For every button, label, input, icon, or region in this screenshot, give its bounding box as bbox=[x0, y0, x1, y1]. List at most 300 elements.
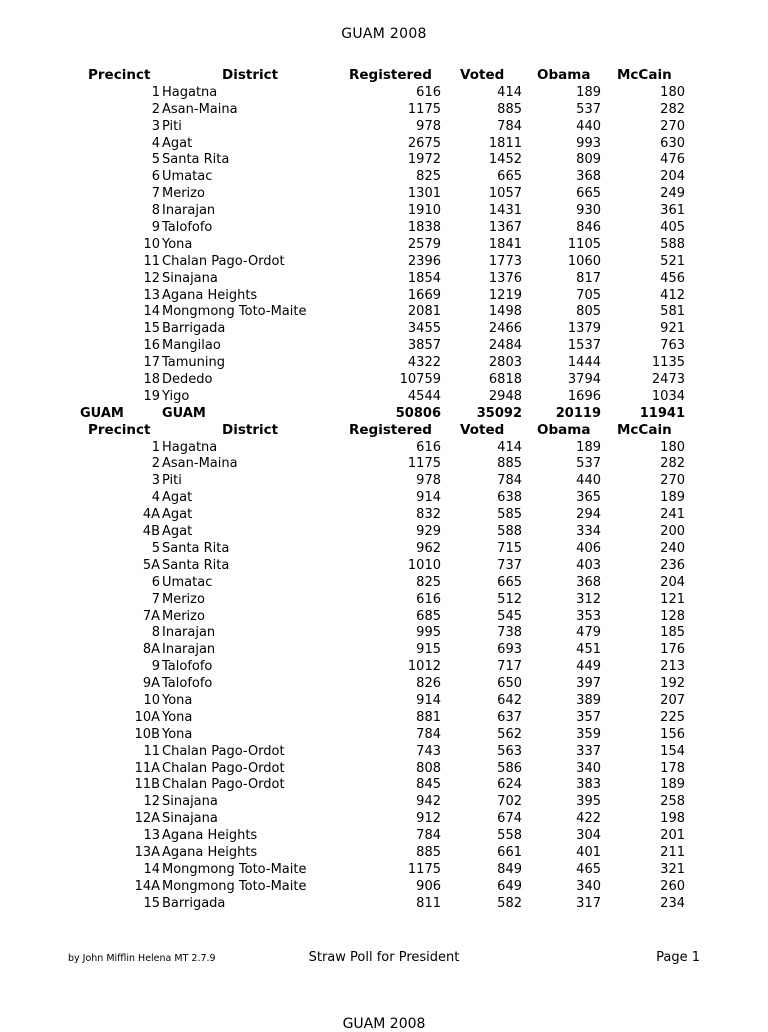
obama-cell: 537 bbox=[576, 101, 601, 117]
voted-cell: 1773 bbox=[488, 253, 522, 269]
results-table bbox=[0, 67, 768, 912]
obama-cell: 1105 bbox=[567, 236, 601, 252]
footer-page-number: Page 1 bbox=[656, 950, 700, 965]
precinct-cell: 11 bbox=[143, 253, 160, 269]
obama-cell: 334 bbox=[576, 524, 601, 540]
district-cell: Yigo bbox=[162, 388, 190, 404]
header-registered: Registered bbox=[349, 421, 432, 438]
district-cell: Umatac bbox=[162, 169, 213, 185]
registered-cell: 1012 bbox=[407, 659, 441, 675]
registered-cell: 616 bbox=[416, 84, 441, 100]
voted-cell: 1498 bbox=[488, 304, 522, 320]
district-cell: Yona bbox=[162, 726, 193, 742]
registered-cell: 2396 bbox=[407, 253, 441, 269]
obama-cell: 359 bbox=[576, 726, 601, 742]
voted-cell: 638 bbox=[497, 490, 522, 506]
total-obama: 20119 bbox=[555, 405, 601, 421]
table-row bbox=[0, 101, 768, 118]
mccain-cell: 207 bbox=[660, 692, 685, 708]
total-label-district: GUAM bbox=[162, 405, 206, 421]
mccain-cell: 321 bbox=[660, 861, 685, 877]
registered-cell: 885 bbox=[416, 844, 441, 860]
voted-cell: 586 bbox=[497, 760, 522, 776]
obama-cell: 401 bbox=[576, 844, 601, 860]
mccain-cell: 241 bbox=[660, 507, 685, 523]
voted-cell: 414 bbox=[497, 84, 522, 100]
precinct-cell: 9 bbox=[151, 659, 160, 675]
table-row bbox=[0, 337, 768, 354]
district-cell: Dededo bbox=[162, 372, 213, 388]
district-cell: Piti bbox=[162, 118, 182, 134]
district-cell: Mongmong Toto-Maite bbox=[162, 878, 307, 894]
table-row bbox=[0, 878, 768, 895]
precinct-cell: 4 bbox=[151, 490, 160, 506]
registered-cell: 1854 bbox=[407, 270, 441, 286]
precinct-cell: 1 bbox=[151, 439, 160, 455]
obama-cell: 440 bbox=[576, 473, 601, 489]
precinct-cell: 7 bbox=[151, 591, 160, 607]
table-row bbox=[0, 202, 768, 219]
obama-cell: 337 bbox=[576, 743, 601, 759]
total-registered: 50806 bbox=[395, 405, 441, 421]
registered-cell: 1175 bbox=[407, 101, 441, 117]
registered-cell: 616 bbox=[416, 591, 441, 607]
mccain-cell: 189 bbox=[660, 777, 685, 793]
registered-cell: 1910 bbox=[407, 203, 441, 219]
precinct-cell: 10 bbox=[143, 692, 160, 708]
mccain-cell: 282 bbox=[660, 456, 685, 472]
obama-cell: 479 bbox=[576, 625, 601, 641]
table-row bbox=[0, 371, 768, 388]
voted-cell: 2948 bbox=[488, 388, 522, 404]
table-row bbox=[0, 506, 768, 523]
precinct-cell: 3 bbox=[151, 473, 160, 489]
precinct-cell: 7 bbox=[151, 186, 160, 202]
obama-cell: 665 bbox=[576, 186, 601, 202]
registered-cell: 962 bbox=[416, 540, 441, 556]
mccain-cell: 211 bbox=[660, 844, 685, 860]
voted-cell: 2484 bbox=[488, 338, 522, 354]
precinct-cell: 15 bbox=[143, 321, 160, 337]
obama-cell: 340 bbox=[576, 878, 601, 894]
precinct-cell: 5A bbox=[142, 557, 160, 573]
registered-cell: 881 bbox=[416, 709, 441, 725]
table-row bbox=[0, 219, 768, 236]
mccain-cell: 192 bbox=[660, 676, 685, 692]
registered-cell: 906 bbox=[416, 878, 441, 894]
mccain-cell: 361 bbox=[660, 203, 685, 219]
voted-cell: 702 bbox=[497, 794, 522, 810]
table-row bbox=[0, 253, 768, 270]
precinct-cell: 11 bbox=[143, 743, 160, 759]
registered-cell: 2081 bbox=[407, 304, 441, 320]
registered-cell: 2675 bbox=[407, 135, 441, 151]
table-body-totals bbox=[0, 84, 768, 405]
table-row bbox=[0, 844, 768, 861]
district-cell: Talofofo bbox=[162, 220, 213, 236]
table-row bbox=[0, 118, 768, 135]
table-row bbox=[0, 388, 768, 405]
obama-cell: 1696 bbox=[567, 388, 601, 404]
table-row bbox=[0, 726, 768, 743]
obama-cell: 440 bbox=[576, 118, 601, 134]
table-row bbox=[0, 658, 768, 675]
voted-cell: 1841 bbox=[488, 236, 522, 252]
page-title: GUAM 2008 bbox=[341, 26, 427, 42]
precinct-cell: 8 bbox=[151, 203, 160, 219]
mccain-cell: 180 bbox=[660, 84, 685, 100]
registered-cell: 811 bbox=[416, 895, 441, 911]
voted-cell: 1057 bbox=[488, 186, 522, 202]
precinct-cell: 11B bbox=[134, 777, 160, 793]
table-row bbox=[0, 895, 768, 912]
district-cell: Agat bbox=[162, 490, 193, 506]
obama-cell: 1537 bbox=[567, 338, 601, 354]
obama-cell: 930 bbox=[576, 203, 601, 219]
mccain-cell: 282 bbox=[660, 101, 685, 117]
precinct-cell: 13 bbox=[143, 828, 160, 844]
precinct-cell: 5 bbox=[151, 540, 160, 556]
table-row bbox=[0, 776, 768, 793]
mccain-cell: 128 bbox=[660, 608, 685, 624]
mccain-cell: 121 bbox=[660, 591, 685, 607]
district-cell: Hagatna bbox=[162, 84, 218, 100]
obama-cell: 365 bbox=[576, 490, 601, 506]
voted-cell: 558 bbox=[497, 828, 522, 844]
mccain-cell: 405 bbox=[660, 220, 685, 236]
precinct-cell: 16 bbox=[143, 338, 160, 354]
mccain-cell: 258 bbox=[660, 794, 685, 810]
voted-cell: 545 bbox=[497, 608, 522, 624]
precinct-cell: 4B bbox=[142, 524, 160, 540]
mccain-cell: 763 bbox=[660, 338, 685, 354]
table-row bbox=[0, 574, 768, 591]
registered-cell: 1175 bbox=[407, 861, 441, 877]
table-row bbox=[0, 455, 768, 472]
mccain-cell: 236 bbox=[660, 557, 685, 573]
voted-cell: 1811 bbox=[488, 135, 522, 151]
district-cell: Santa Rita bbox=[162, 557, 230, 573]
obama-cell: 705 bbox=[576, 287, 601, 303]
mccain-cell: 201 bbox=[660, 828, 685, 844]
mccain-cell: 521 bbox=[660, 253, 685, 269]
precinct-cell: 11A bbox=[134, 760, 160, 776]
table-row bbox=[0, 608, 768, 625]
registered-cell: 995 bbox=[416, 625, 441, 641]
registered-cell: 929 bbox=[416, 524, 441, 540]
district-cell: Merizo bbox=[162, 591, 205, 607]
header-precinct: Precinct bbox=[88, 67, 151, 83]
voted-cell: 1452 bbox=[488, 152, 522, 168]
precinct-cell: 12A bbox=[134, 811, 160, 827]
table-row bbox=[0, 641, 768, 658]
obama-cell: 465 bbox=[576, 861, 601, 877]
voted-cell: 512 bbox=[497, 591, 522, 607]
precinct-cell: 4 bbox=[151, 135, 160, 151]
obama-cell: 294 bbox=[576, 507, 601, 523]
district-cell: Talofofo bbox=[162, 659, 213, 675]
obama-cell: 406 bbox=[576, 540, 601, 556]
header-registered: Registered bbox=[349, 67, 432, 83]
header-mccain: McCain bbox=[617, 67, 672, 83]
district-cell: Santa Rita bbox=[162, 152, 230, 168]
district-cell: Yona bbox=[162, 709, 193, 725]
table-row bbox=[0, 135, 768, 152]
registered-cell: 743 bbox=[416, 743, 441, 759]
voted-cell: 665 bbox=[497, 169, 522, 185]
obama-cell: 395 bbox=[576, 794, 601, 810]
mccain-cell: 189 bbox=[660, 490, 685, 506]
obama-cell: 304 bbox=[576, 828, 601, 844]
district-cell: Mangilao bbox=[162, 338, 221, 354]
header-row-1 bbox=[0, 67, 768, 84]
voted-cell: 2803 bbox=[488, 355, 522, 371]
table-row bbox=[0, 354, 768, 371]
registered-cell: 914 bbox=[416, 490, 441, 506]
district-cell: Santa Rita bbox=[162, 540, 230, 556]
precinct-cell: 10 bbox=[143, 236, 160, 252]
precinct-cell: 17 bbox=[143, 355, 160, 371]
header-district: District bbox=[222, 67, 279, 83]
table-row bbox=[0, 236, 768, 253]
table-row bbox=[0, 760, 768, 777]
district-cell: Yona bbox=[162, 692, 193, 708]
district-cell: Inarajan bbox=[162, 642, 216, 658]
registered-cell: 1301 bbox=[407, 186, 441, 202]
mccain-cell: 240 bbox=[660, 540, 685, 556]
district-cell: Agana Heights bbox=[162, 844, 258, 860]
obama-cell: 537 bbox=[576, 456, 601, 472]
district-cell: Yona bbox=[162, 236, 193, 252]
voted-cell: 849 bbox=[497, 861, 522, 877]
registered-cell: 915 bbox=[416, 642, 441, 658]
obama-cell: 3794 bbox=[567, 372, 601, 388]
mccain-cell: 234 bbox=[660, 895, 685, 911]
footer-author: by John Mifflin Helena MT 2.7.9 bbox=[68, 953, 216, 964]
district-cell: Merizo bbox=[162, 608, 205, 624]
precinct-cell: 15 bbox=[143, 895, 160, 911]
precinct-cell: 2 bbox=[151, 456, 160, 472]
voted-cell: 885 bbox=[497, 101, 522, 117]
precinct-cell: 18 bbox=[143, 372, 160, 388]
table-row bbox=[0, 489, 768, 506]
registered-cell: 4322 bbox=[407, 355, 441, 371]
header-voted: Voted bbox=[460, 67, 505, 83]
registered-cell: 10759 bbox=[399, 372, 441, 388]
voted-cell: 674 bbox=[497, 811, 522, 827]
registered-cell: 1972 bbox=[407, 152, 441, 168]
registered-cell: 912 bbox=[416, 811, 441, 827]
precinct-cell: 12 bbox=[143, 270, 160, 286]
obama-cell: 312 bbox=[576, 591, 601, 607]
table-row bbox=[0, 675, 768, 692]
precinct-cell: 5 bbox=[151, 152, 160, 168]
mccain-cell: 588 bbox=[660, 236, 685, 252]
table-row bbox=[0, 557, 768, 574]
table-row bbox=[0, 84, 768, 101]
voted-cell: 588 bbox=[497, 524, 522, 540]
table-row bbox=[0, 692, 768, 709]
voted-cell: 665 bbox=[497, 574, 522, 590]
mccain-cell: 412 bbox=[660, 287, 685, 303]
voted-cell: 624 bbox=[497, 777, 522, 793]
registered-cell: 825 bbox=[416, 169, 441, 185]
voted-cell: 2466 bbox=[488, 321, 522, 337]
registered-cell: 685 bbox=[416, 608, 441, 624]
precinct-cell: 6 bbox=[151, 574, 160, 590]
district-cell: Chalan Pago-Ordot bbox=[162, 253, 285, 269]
mccain-cell: 921 bbox=[660, 321, 685, 337]
voted-cell: 650 bbox=[497, 676, 522, 692]
district-cell: Barrigada bbox=[162, 321, 226, 337]
registered-cell: 978 bbox=[416, 473, 441, 489]
district-cell: Agat bbox=[162, 524, 193, 540]
obama-cell: 1379 bbox=[567, 321, 601, 337]
voted-cell: 737 bbox=[497, 557, 522, 573]
voted-cell: 784 bbox=[497, 473, 522, 489]
obama-cell: 368 bbox=[576, 574, 601, 590]
obama-cell: 422 bbox=[576, 811, 601, 827]
district-cell: Merizo bbox=[162, 186, 205, 202]
registered-cell: 3455 bbox=[407, 321, 441, 337]
obama-cell: 368 bbox=[576, 169, 601, 185]
header-district: District bbox=[222, 421, 279, 438]
precinct-cell: 10A bbox=[134, 709, 160, 725]
voted-cell: 563 bbox=[497, 743, 522, 759]
district-cell: Umatac bbox=[162, 574, 213, 590]
header-precinct: Precinct bbox=[88, 421, 151, 438]
registered-cell: 1838 bbox=[407, 220, 441, 236]
precinct-cell: 14 bbox=[143, 304, 160, 320]
obama-cell: 353 bbox=[576, 608, 601, 624]
precinct-cell: 8 bbox=[151, 625, 160, 641]
table-row bbox=[0, 743, 768, 760]
table-row bbox=[0, 827, 768, 844]
district-cell: Chalan Pago-Ordot bbox=[162, 777, 285, 793]
registered-cell: 942 bbox=[416, 794, 441, 810]
obama-cell: 189 bbox=[576, 84, 601, 100]
mccain-cell: 180 bbox=[660, 439, 685, 455]
voted-cell: 585 bbox=[497, 507, 522, 523]
precinct-cell: 3 bbox=[151, 118, 160, 134]
mccain-cell: 1135 bbox=[651, 355, 685, 371]
table-row bbox=[0, 523, 768, 540]
precinct-cell: 7A bbox=[142, 608, 160, 624]
precinct-cell: 12 bbox=[143, 794, 160, 810]
district-cell: Barrigada bbox=[162, 895, 226, 911]
district-cell: Sinajana bbox=[162, 270, 218, 286]
registered-cell: 784 bbox=[416, 828, 441, 844]
mccain-cell: 154 bbox=[660, 743, 685, 759]
obama-cell: 389 bbox=[576, 692, 601, 708]
mccain-cell: 156 bbox=[660, 726, 685, 742]
registered-cell: 784 bbox=[416, 726, 441, 742]
precinct-cell: 6 bbox=[151, 169, 160, 185]
table-row bbox=[0, 861, 768, 878]
voted-cell: 715 bbox=[497, 540, 522, 556]
district-cell: Hagatna bbox=[162, 439, 218, 455]
district-cell: Chalan Pago-Ordot bbox=[162, 743, 285, 759]
obama-cell: 817 bbox=[576, 270, 601, 286]
registered-cell: 832 bbox=[416, 507, 441, 523]
table-row bbox=[0, 624, 768, 641]
district-cell: Chalan Pago-Ordot bbox=[162, 760, 285, 776]
district-cell: Sinajana bbox=[162, 811, 218, 827]
district-cell: Agana Heights bbox=[162, 287, 258, 303]
table-body-precincts bbox=[0, 439, 768, 912]
district-cell: Tamuning bbox=[162, 355, 226, 371]
total-row bbox=[0, 405, 768, 422]
district-cell: Mongmong Toto-Maite bbox=[162, 304, 307, 320]
voted-cell: 885 bbox=[497, 456, 522, 472]
registered-cell: 2579 bbox=[407, 236, 441, 252]
mccain-cell: 198 bbox=[660, 811, 685, 827]
obama-cell: 449 bbox=[576, 659, 601, 675]
registered-cell: 1010 bbox=[407, 557, 441, 573]
voted-cell: 717 bbox=[497, 659, 522, 675]
table-row bbox=[0, 709, 768, 726]
obama-cell: 397 bbox=[576, 676, 601, 692]
obama-cell: 993 bbox=[576, 135, 601, 151]
precinct-cell: 9 bbox=[151, 220, 160, 236]
obama-cell: 1444 bbox=[567, 355, 601, 371]
total-mccain: 11941 bbox=[639, 405, 685, 421]
district-cell: Agat bbox=[162, 507, 193, 523]
mccain-cell: 456 bbox=[660, 270, 685, 286]
registered-cell: 825 bbox=[416, 574, 441, 590]
voted-cell: 661 bbox=[497, 844, 522, 860]
header-obama: Obama bbox=[537, 67, 591, 83]
mccain-cell: 476 bbox=[660, 152, 685, 168]
voted-cell: 784 bbox=[497, 118, 522, 134]
table-row bbox=[0, 185, 768, 202]
registered-cell: 914 bbox=[416, 692, 441, 708]
district-cell: Piti bbox=[162, 473, 182, 489]
precinct-cell: 8A bbox=[142, 642, 160, 658]
table-row bbox=[0, 591, 768, 608]
registered-cell: 3857 bbox=[407, 338, 441, 354]
header-obama: Obama bbox=[537, 421, 591, 438]
precinct-cell: 14A bbox=[134, 878, 160, 894]
table-row bbox=[0, 810, 768, 827]
obama-cell: 1060 bbox=[567, 253, 601, 269]
precinct-cell: 4A bbox=[142, 507, 160, 523]
mccain-cell: 260 bbox=[660, 878, 685, 894]
table-row bbox=[0, 320, 768, 337]
mccain-cell: 178 bbox=[660, 760, 685, 776]
obama-cell: 317 bbox=[576, 895, 601, 911]
registered-cell: 616 bbox=[416, 439, 441, 455]
obama-cell: 189 bbox=[576, 439, 601, 455]
table-row bbox=[0, 439, 768, 456]
voted-cell: 582 bbox=[497, 895, 522, 911]
table-row bbox=[0, 540, 768, 557]
voted-cell: 637 bbox=[497, 709, 522, 725]
mccain-cell: 270 bbox=[660, 118, 685, 134]
table-row bbox=[0, 270, 768, 287]
registered-cell: 1669 bbox=[407, 287, 441, 303]
voted-cell: 1376 bbox=[488, 270, 522, 286]
table-row bbox=[0, 287, 768, 304]
table-row bbox=[0, 151, 768, 168]
obama-cell: 846 bbox=[576, 220, 601, 236]
table-row bbox=[0, 303, 768, 320]
page-footer bbox=[0, 950, 768, 968]
district-cell: Inarajan bbox=[162, 203, 216, 219]
voted-cell: 738 bbox=[497, 625, 522, 641]
registered-cell: 808 bbox=[416, 760, 441, 776]
mccain-cell: 225 bbox=[660, 709, 685, 725]
